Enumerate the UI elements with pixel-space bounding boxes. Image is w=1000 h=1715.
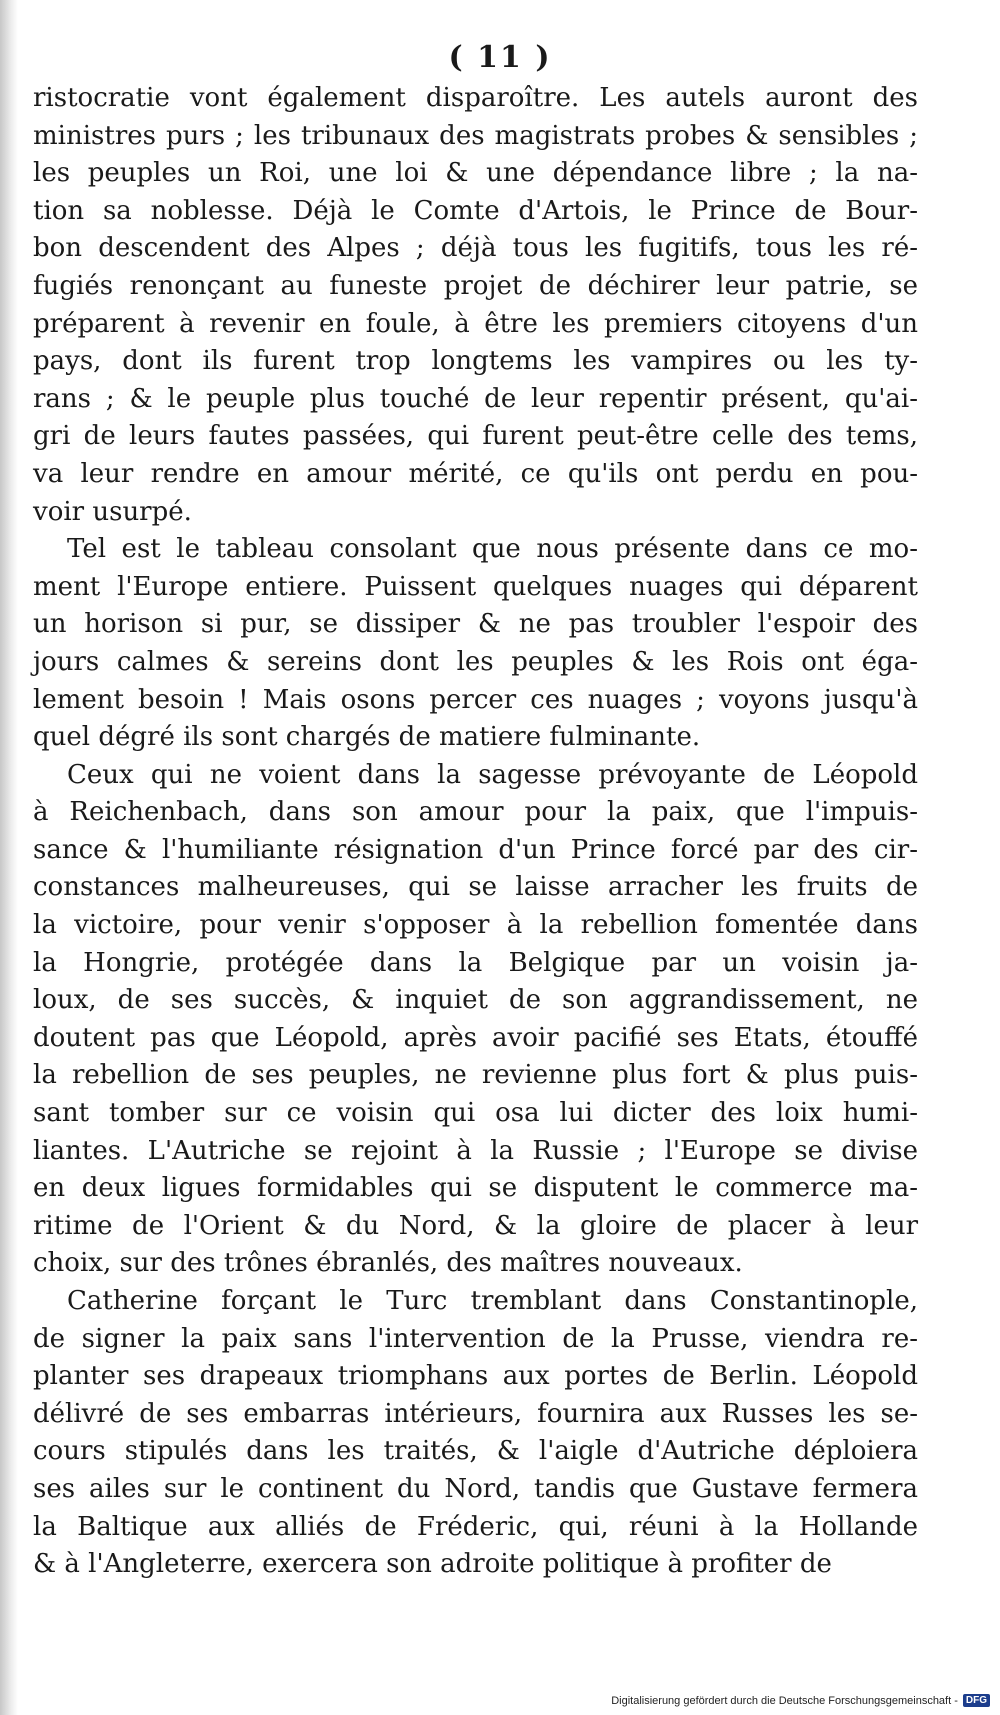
text-line: planter ses drapeaux triomphans aux portes de Berlin. Léopold [33,1361,918,1392]
text-line: cours stipulés dans les traités, & l'aigle d'Autriche déploiera [33,1436,918,1467]
text-line: constances malheureuses, qui se laisse arracher les fruits de [33,872,918,903]
text-line: jours calmes & sereins dont les peuples & les Rois ont éga- [33,646,918,677]
text-line: sance & l'humiliante résignation d'un Prince forcé par des cir- [33,834,918,865]
text-line: loux, de ses succès, & inquiet de son aggrandissement, ne [33,985,918,1016]
footer-text: Digitalisierung gefördert durch die Deutsche Forschungsgemeinschaft - [611,1694,958,1707]
dfg-logo-icon: DFG [963,1694,990,1707]
text-line: ministres purs ; les tribunaux des magistrats probes & sensibles ; [33,120,918,151]
paragraph [33,531,918,757]
text-line: bon descendent des Alpes ; déjà tous les fugitifs, tous les ré- [33,233,918,264]
text-line: à Reichenbach, dans son amour pour la paix, que l'impuis- [33,797,918,828]
text-line: Tel est le tableau consolant que nous présente dans ce mo- [67,534,918,565]
text-line: rans ; & le peuple plus touché de leur repentir présent, qu'ai- [33,383,918,414]
text-line: la victoire, pour venir s'opposer à la rebellion fomentée dans [33,910,918,941]
text-line: gri de leurs fautes passées, qui furent peut-être celle des tems, [33,421,918,452]
page-edge-shadow [0,0,18,1715]
digitization-footer [611,1694,990,1707]
paragraph [33,1283,918,1584]
text-line: doutent pas que Léopold, après avoir pacifié ses Etats, étouffé [33,1022,918,1053]
text-line: ristocratie vont également disparoître. Les autels auront des [33,83,918,113]
text-line: & à l'Angleterre, exercera son adroite politique à profiter de [33,1549,832,1580]
text-line: tion sa noblesse. Déjà le Comte d'Artois, le Prince de Bour- [33,195,918,226]
text-line: Catherine forçant le Turc tremblant dans Constantinople, [67,1286,918,1316]
text-line: fugiés renonçant au funeste projet de déchirer leur patrie, se [33,270,918,301]
text-line: ritime de l'Orient & du Nord, & la gloire de placer à leur [33,1210,918,1241]
paragraph [33,80,918,531]
text-line: les peuples un Roi, une loi & une dépendance libre ; la na- [33,158,918,189]
text-line: sant tomber sur ce voisin qui osa lui dicter des loix humi- [33,1098,918,1129]
text-line: la Baltique aux alliés de Fréderic, qui, réuni à la Hollande [33,1511,918,1542]
text-line: délivré de ses embarras intérieurs, fournira aux Russes les se- [33,1398,918,1429]
text-line: ment l'Europe entiere. Puissent quelques nuages qui déparent [33,571,918,602]
text-line: liantes. L'Autriche se rejoint à la Russie ; l'Europe se divise [33,1135,918,1166]
text-line: la Hongrie, protégée dans la Belgique par un voisin ja- [33,947,918,978]
text-line: quel dégré ils sont chargés de matiere fulminante. [33,722,701,753]
text-line: Ceux qui ne voient dans la sagesse prévoyante de Léopold [67,759,918,790]
text-line: préparent à revenir en foule, à être les premiers citoyens d'un [33,308,918,339]
text-line: la rebellion de ses peuples, ne revienne plus fort & plus puis- [33,1060,918,1091]
text-line: ses ailes sur le continent du Nord, tandis que Gustave fermera [33,1473,918,1504]
text-line: voir usurpé. [33,496,192,527]
text-line: choix, sur des trônes ébranlés, des maîtres nouveaux. [33,1248,743,1279]
text-line: pays, dont ils furent trop longtems les vampires ou les ty- [33,346,918,377]
paragraph [33,757,918,1283]
text-line: un horison si pur, se dissiper & ne pas troubler l'espoir des [33,609,918,640]
text-line: de signer la paix sans l'intervention de la Prusse, viendra re- [33,1323,918,1354]
text-line: en deux ligues formidables qui se disputent le commerce ma- [33,1173,918,1204]
text-line: lement besoin ! Mais osons percer ces nuages ; voyons jusqu'à [33,684,918,715]
body-text [33,80,918,1584]
text-line: va leur rendre en amour mérité, ce qu'ils ont perdu en pou- [33,458,918,489]
page-number: ( 11 ) [448,40,552,75]
